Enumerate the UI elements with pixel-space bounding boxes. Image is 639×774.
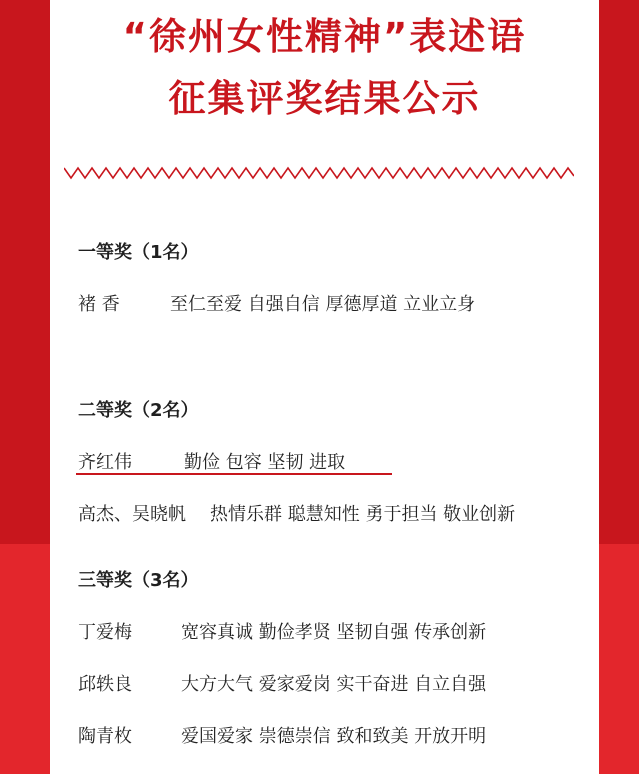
left-red-band xyxy=(0,0,50,774)
third-prize-entry-3 xyxy=(78,722,486,748)
right-red-band xyxy=(599,0,639,774)
winner-name: 齐红伟 xyxy=(78,452,132,473)
winner-phrases: 勤俭 包容 坚韧 进取 xyxy=(184,452,346,473)
winner-name: 褚 香 xyxy=(78,294,120,315)
winner-phrases: 热情乐群 聪慧知性 勇于担当 敬业创新 xyxy=(210,504,516,525)
title-line-2: 征集评奖结果公示 xyxy=(168,77,481,120)
second-prize-entry-1 xyxy=(78,448,345,474)
winner-phrases: 爱国爱家 崇德崇信 致和致美 开放开明 xyxy=(181,726,487,747)
winner-name: 陶青枚 xyxy=(78,726,132,747)
left-band-lower xyxy=(0,544,50,774)
third-prize-entry-1 xyxy=(78,618,486,644)
third-prize-heading: 三等奖（3名） xyxy=(78,570,199,591)
zigzag-divider xyxy=(64,166,574,180)
winner-name: 邱轶良 xyxy=(78,674,132,695)
title-line-1: “徐州女性精神”表述语 xyxy=(122,15,527,58)
second-prize-heading: 二等奖（2名） xyxy=(78,400,199,421)
winner-phrases: 大方大气 爱家爱岗 实干奋进 自立自强 xyxy=(181,674,487,695)
first-prize-heading: 一等奖（1名） xyxy=(78,242,199,263)
winner-phrases: 至仁至爱 自强自信 厚德厚道 立业立身 xyxy=(170,294,476,315)
winner-name: 丁爱梅 xyxy=(78,622,132,643)
winner-phrases: 宽容真诚 勤俭孝贤 坚韧自强 传承创新 xyxy=(181,622,487,643)
third-prize-entry-2 xyxy=(78,670,486,696)
first-prize-entry xyxy=(78,290,475,316)
right-band-lower xyxy=(599,544,639,774)
winner-underline xyxy=(76,473,392,475)
winner-name: 高杰、吴晓帆 xyxy=(78,504,186,525)
second-prize-entry-2 xyxy=(78,500,515,526)
